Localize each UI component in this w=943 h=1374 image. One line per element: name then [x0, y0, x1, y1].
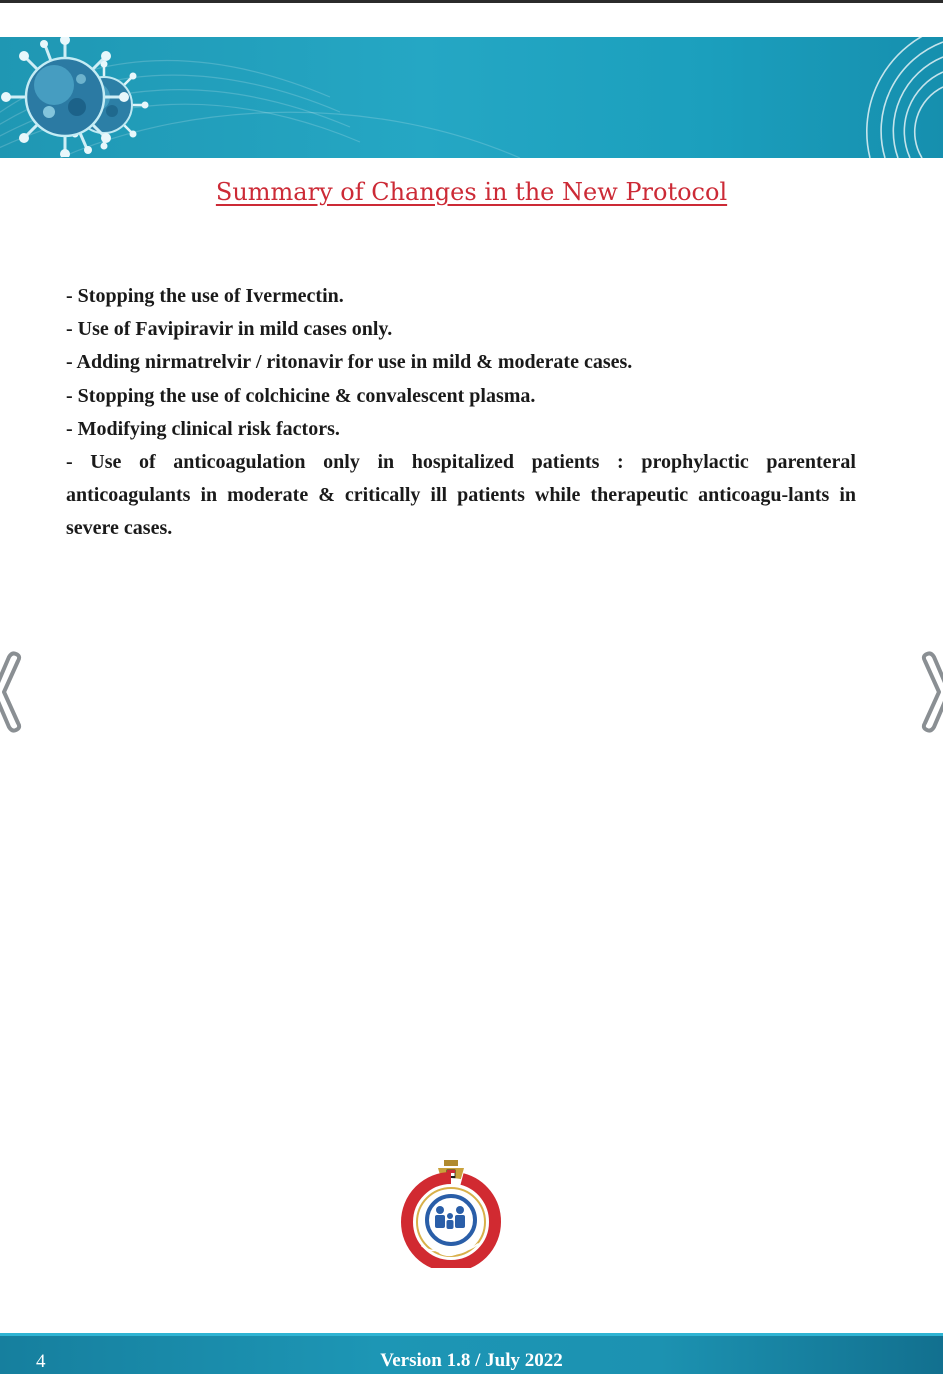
virus-right-icon [0, 37, 130, 157]
list-item: - Stopping the use of Ivermectin. [66, 285, 344, 307]
page-title: Summary of Changes in the New Protocol [215, 178, 728, 206]
chevron-right-icon [924, 653, 943, 730]
page-number: 4 [36, 1351, 46, 1372]
list-item: - Stopping the use of colchicine & convalescent plasma. [66, 384, 536, 407]
chevron-left-icon [0, 653, 19, 730]
top-rule [0, 0, 943, 3]
list-item: - Modifying clinical risk factors. [66, 417, 340, 440]
list-item: - Adding nirmatrelvir / ritonavir for use in mild & moderate cases. [66, 351, 633, 374]
list-item: - Use of anticoagulation only in hospitalized patients : prophylactic parenteral anticoagulants in moderate & critically ill patients while therapeutic anticoagu-lants in severe cases. [66, 451, 856, 540]
next-page-button[interactable] [915, 650, 943, 734]
header-decoration [0, 37, 943, 158]
changes-list [66, 280, 856, 546]
version-label: Version 1.8 / July 2022 [380, 1350, 563, 1371]
footer-rule [0, 1333, 943, 1336]
previous-page-button[interactable] [0, 650, 28, 734]
list-item: - Use of Favipiravir in mild cases only. [66, 318, 393, 341]
ministry-of-health-logo [400, 1158, 502, 1268]
header-banner [0, 37, 943, 158]
